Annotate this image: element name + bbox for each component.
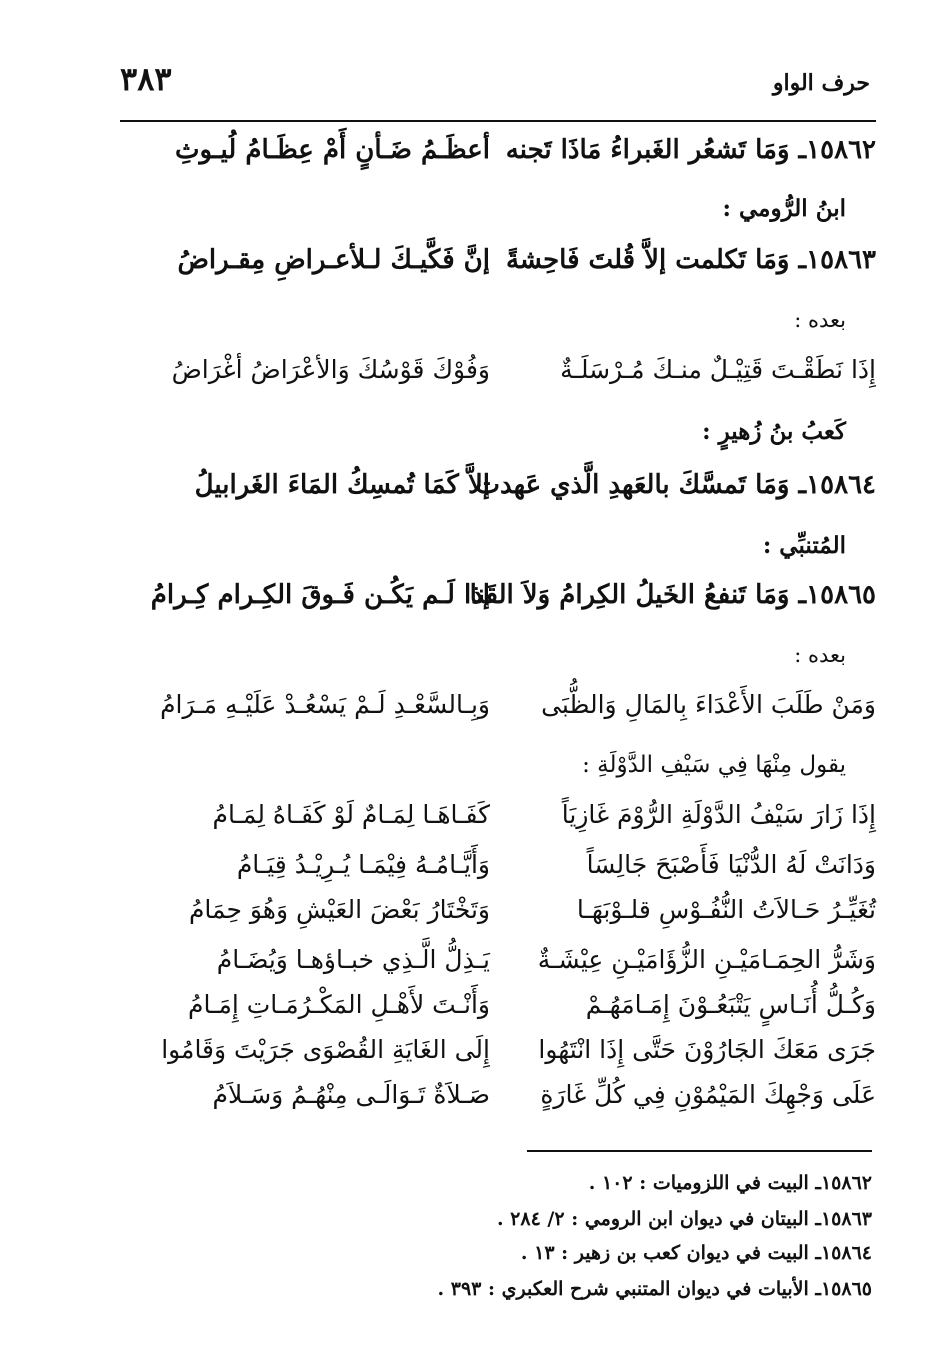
poet-label <box>120 308 876 354</box>
verse-second-hemistich: إذا لَـم يَكُـن فَـوقَ الكِـرام كِـرامُ <box>150 580 490 610</box>
verse-first-hemistich <box>516 895 876 924</box>
header-rule <box>120 120 876 122</box>
verse-line <box>120 690 876 736</box>
verse-line <box>120 135 876 181</box>
verse-text: تُغَيِّـرُ حَـالاَتُ النُّفُـوْسِ قلـوْبَهَـا <box>576 895 876 924</box>
verse-second-hemistich: يَـذِلُّ الَّـذِي خبـاؤهـا وَيُضَـامُ <box>216 945 490 974</box>
verse-first-hemistich <box>505 135 876 165</box>
poet-label <box>120 532 876 578</box>
verse-text: وَمَنْ طَلَبَ الأَعْدَاءَ بِالمَالِ وَالظُّبَى <box>541 690 876 719</box>
verse-text: وَمَا تَمسَّكَ بالعَهدِ الَّذي عَهدت <box>475 470 790 500</box>
verse-line <box>120 245 876 291</box>
chapter-title: حرف الواو <box>772 70 870 96</box>
label-text: المُتنبِّي : <box>762 532 846 559</box>
page-header <box>120 60 872 110</box>
verse-second-hemistich: كَفَـاهَـا لِمَـامٌ لَوْ كَفَـاهُ لِمَـامُ <box>212 800 490 829</box>
footnote: ١٥٨٦٤ـ البيت في ديوان كعب بن زهير : ١٣ . <box>520 1242 872 1264</box>
verse-first-hemistich <box>505 245 876 275</box>
footnote: ١٥٨٦٥ـ الأبيات في ديوان المتنبي شرح العكبري : ٣٩٣ . <box>437 1278 872 1300</box>
verse-number: ١٥٨٦٢ـ <box>789 135 876 165</box>
poet-label <box>120 418 876 464</box>
verse-line <box>120 470 876 516</box>
verse-text: وَكُـلُّ أُنَـاسٍ يَتْبَعُـوْنَ إِمَـامَهُـمْ <box>585 990 876 1019</box>
verse-second-hemistich: وَفُوْكَ قَوْسُكَ وَالأعْرَاضُ أغْرَاضُ <box>171 355 490 384</box>
verse-line <box>120 355 876 401</box>
verse-first-hemistich <box>516 355 876 384</box>
verse-second-hemistich: وَتَخْتَارُ بَعْضَ العَيْشِ وَهُوَ حِمَامُ <box>188 895 490 924</box>
verse-line <box>120 1080 876 1126</box>
label-text: كَعبُ بنُ زُهيرٍ : <box>702 418 846 445</box>
verse-first-hemistich <box>475 470 876 500</box>
poet-label <box>120 195 876 241</box>
verse-first-hemistich <box>516 945 876 974</box>
verse-number: ١٥٨٦٤ـ <box>789 470 876 500</box>
footnote-rule <box>527 1150 872 1152</box>
verse-first-hemistich <box>469 580 876 610</box>
verse-second-hemistich: صَـلاَةٌ تَـوَالَـى مِنْهُـمُ وَسَـلاَمُ <box>212 1080 490 1109</box>
verse-text: عَلَى وَجْهِكَ المَيْمُوْنِ فِي كُلِّ غَارَةٍ <box>540 1080 876 1109</box>
label-text: يقول مِنْهَا فِي سَيْفِ الدَّوْلَةِ : <box>582 752 846 778</box>
label-text: ابنُ الرُّومي : <box>722 195 846 222</box>
verse-line <box>120 895 876 941</box>
verse-first-hemistich <box>516 1035 876 1064</box>
verse-second-hemistich: أعظَـمُ ضَـأنٍ أَمْ عِظَـامُ لُيـوثِ <box>175 135 490 165</box>
verse-second-hemistich: وَأَيَّـامُـهُ فِيْمَـا يُـرِيْـدُ قِيَـامُ <box>236 850 490 879</box>
verse-line <box>120 850 876 896</box>
verse-number: ١٥٨٦٥ـ <box>789 580 876 610</box>
verse-text: وَمَا تَنفعُ الخَيلُ الكِرامُ وَلاَ القَنا <box>469 580 790 610</box>
verse-first-hemistich <box>516 990 876 1019</box>
verse-text: وَشَرُّ الحِمَـامَيْـنِ الزُّؤَامَيْـنِ عِيْشَـةٌ <box>537 945 876 974</box>
verse-number: ١٥٨٦٣ـ <box>789 245 876 275</box>
poet-label <box>120 643 876 689</box>
footnote: ١٥٨٦٣ـ البيتان في ديوان ابن الرومي : ٢/ ٢٨٤ . <box>496 1208 872 1230</box>
verse-first-hemistich <box>516 800 876 829</box>
verse-first-hemistich <box>516 690 876 719</box>
label-text: بعده : <box>794 308 846 332</box>
verse-text: وَدَانَتْ لَهُ الدُّنْيَا فَأَصْبَحَ جَالِسَاً <box>586 850 876 879</box>
verse-line <box>120 580 876 626</box>
verse-line <box>120 1035 876 1081</box>
verse-text: إِذَا زَارَ سَيْفُ الدَّوْلَةِ الرُّوْمَ غَازِيَاً <box>561 800 876 829</box>
footnote: ١٥٨٦٢ـ البيت في اللزوميات : ١٠٢ . <box>588 1172 872 1194</box>
verse-line <box>120 945 876 991</box>
verse-line <box>120 800 876 846</box>
verse-text: وَمَا تَكلمت إلاَّ قُلتَ فَاحِشةً <box>505 245 790 275</box>
verse-second-hemistich: وَبِـالسَّعْـدِ لَـمْ يَسْعُـدْ عَلَيْـهِ مَـرَامُ <box>160 690 490 719</box>
verse-line <box>120 990 876 1036</box>
verse-second-hemistich: إنَّ فَكَّيـكَ لـلأعـراضِ مِقـراضُ <box>177 245 490 275</box>
verse-first-hemistich <box>516 1080 876 1109</box>
verse-second-hemistich: إلاَّ كَمَا تُمسِكُ المَاءَ الغَرابيلُ <box>194 470 490 500</box>
verse-first-hemistich <box>516 850 876 879</box>
verse-second-hemistich: وَأَنْـتَ لأَهْـلِ المَكْـرُمَـاتِ إِمَـامُ <box>188 990 490 1019</box>
verse-text: إِذَا نَطَقْـتَ قَتِيْـلٌ منـكَ مُـرْسَلَـةٌ <box>560 355 876 384</box>
verse-text: جَرَى مَعَكَ الجَارُوْنَ حَتَّى إِذَا انْتَهُوا <box>538 1035 876 1064</box>
label-text: بعده : <box>794 643 846 667</box>
verse-second-hemistich: إِلَى الغَايَةِ القُصْوَى جَرَيْتَ وَقَامُوا <box>161 1035 490 1064</box>
page-number: ٣٨٣ <box>120 60 172 98</box>
verse-text: وَمَا تَشعُر الغَبراءُ مَاذَا تَجنه <box>505 135 790 165</box>
poet-label <box>120 752 876 798</box>
